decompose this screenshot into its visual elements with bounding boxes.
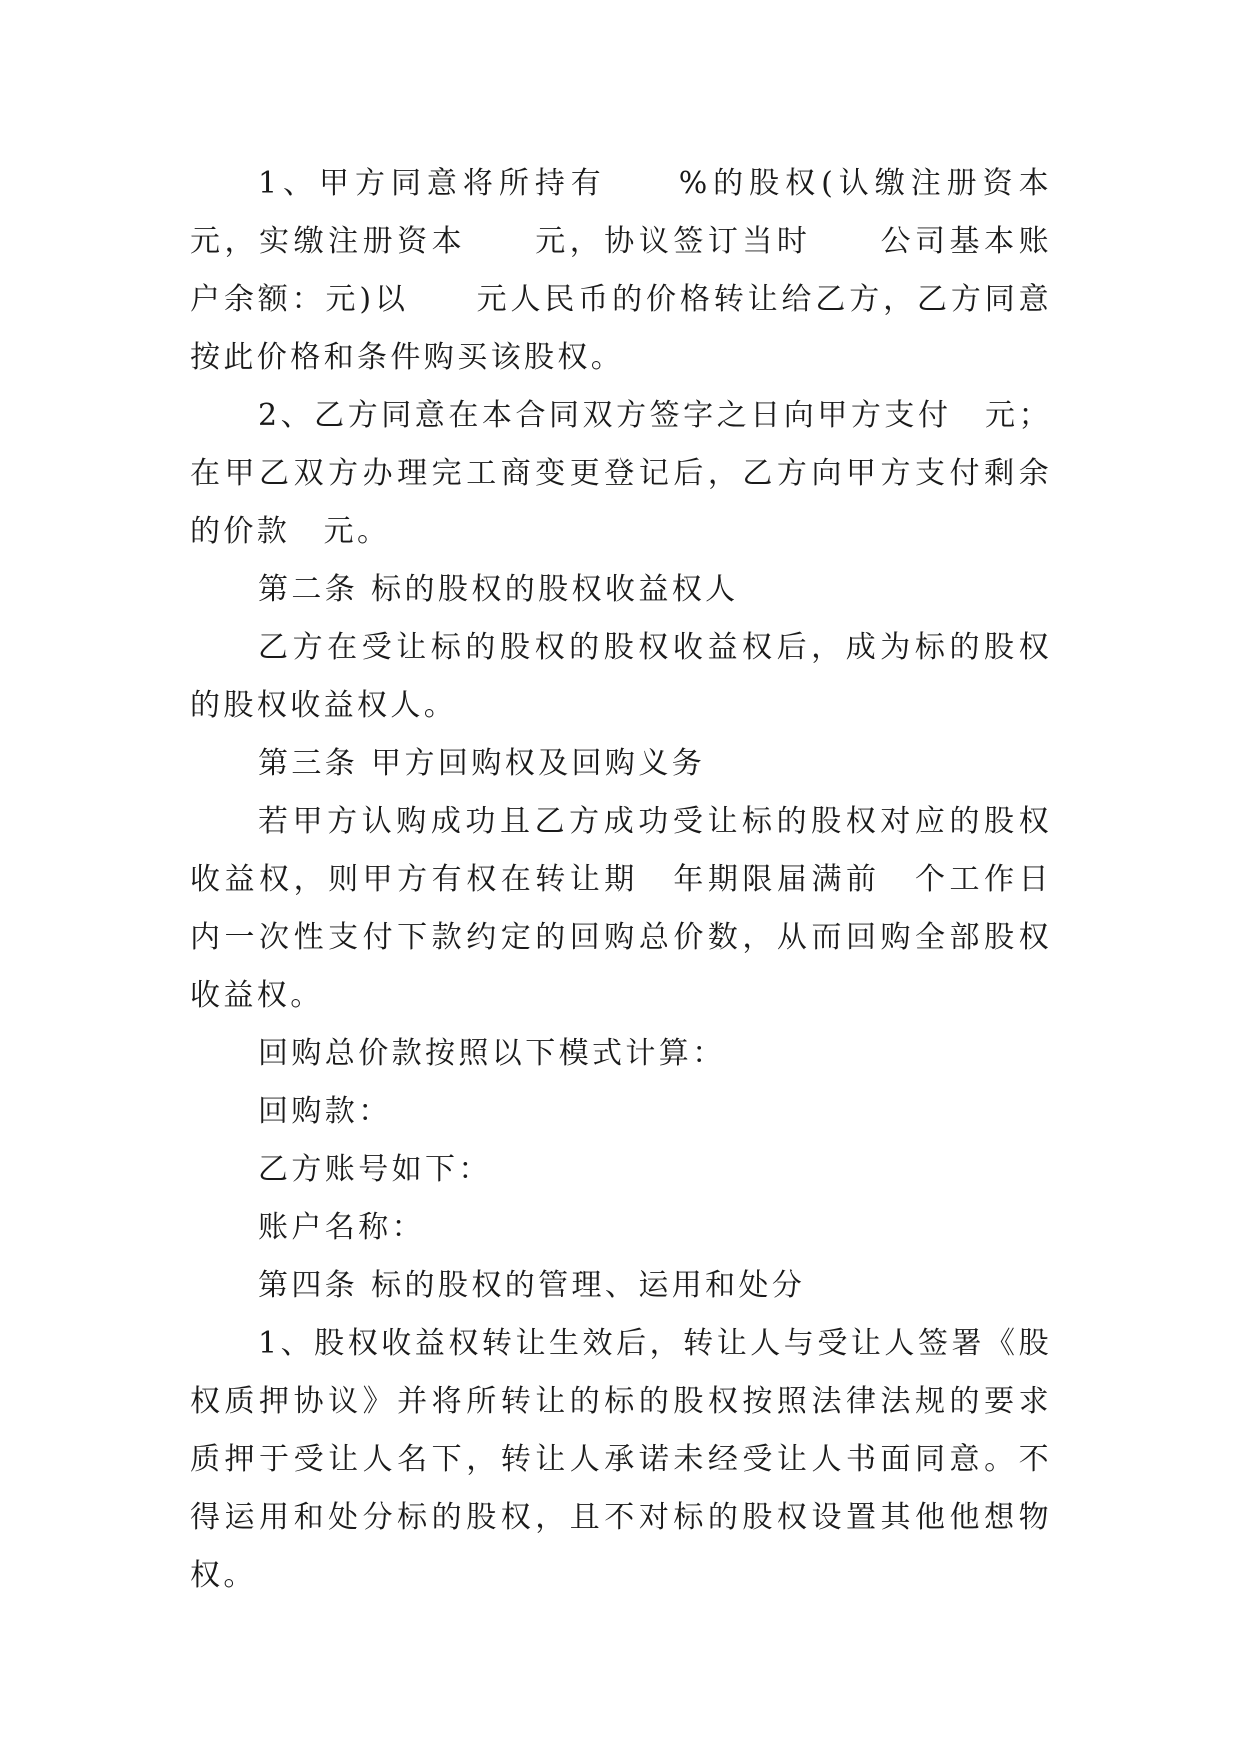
article-4-heading: 第四条 标的股权的管理、运用和处分 <box>258 1268 806 1303</box>
buyback-formula-line: 回购总价款按照以下模式计算： <box>258 1036 726 1071</box>
account-info-line: 乙方账号如下： <box>258 1152 492 1187</box>
article-2-heading: 第二条 标的股权的股权收益权人 <box>258 572 739 607</box>
clause-1-transfer-price: 1、甲方同意将所持有 %的股权(认缴注册资本 元，实缴注册资本 元，协议签订当时 公司基本账户余额：元)以 元人民币的价格转让给乙方，乙方同意按此价格和条件购买该股权。 <box>190 166 1086 375</box>
article-3-body: 若甲方认购成功且乙方成功受让标的股权对应的股权收益权，则甲方有权在转让期 年期限届满前 个工作日内一次性支付下款约定的回购总价数，从而回购全部股权收益权。 <box>190 804 1052 1013</box>
account-name-line: 账户名称： <box>258 1210 425 1245</box>
article-3-heading: 第三条 甲方回购权及回购义务 <box>258 746 706 781</box>
article-4-clause-1: 1、股权收益权转让生效后，转让人与受让人签署《股权质押协议》并将所转让的标的股权按照法律法规的要求质押于受让人名下，转让人承诺未经受让人书面同意。不得运用和处分标的股权，且不对标的股权设置其他他想物权。 <box>190 1326 1052 1593</box>
article-2-body: 乙方在受让标的股权的股权收益权后，成为标的股权的股权收益权人。 <box>190 630 1052 723</box>
clause-2-payment: 2、乙方同意在本合同双方签字之日向甲方支付 元；在甲乙双方办理完工商变更登记后，乙方向甲方支付剩余的价款 元。 <box>190 398 1052 549</box>
buyback-amount-line: 回购款： <box>258 1094 392 1129</box>
document-page <box>190 155 1086 1605</box>
